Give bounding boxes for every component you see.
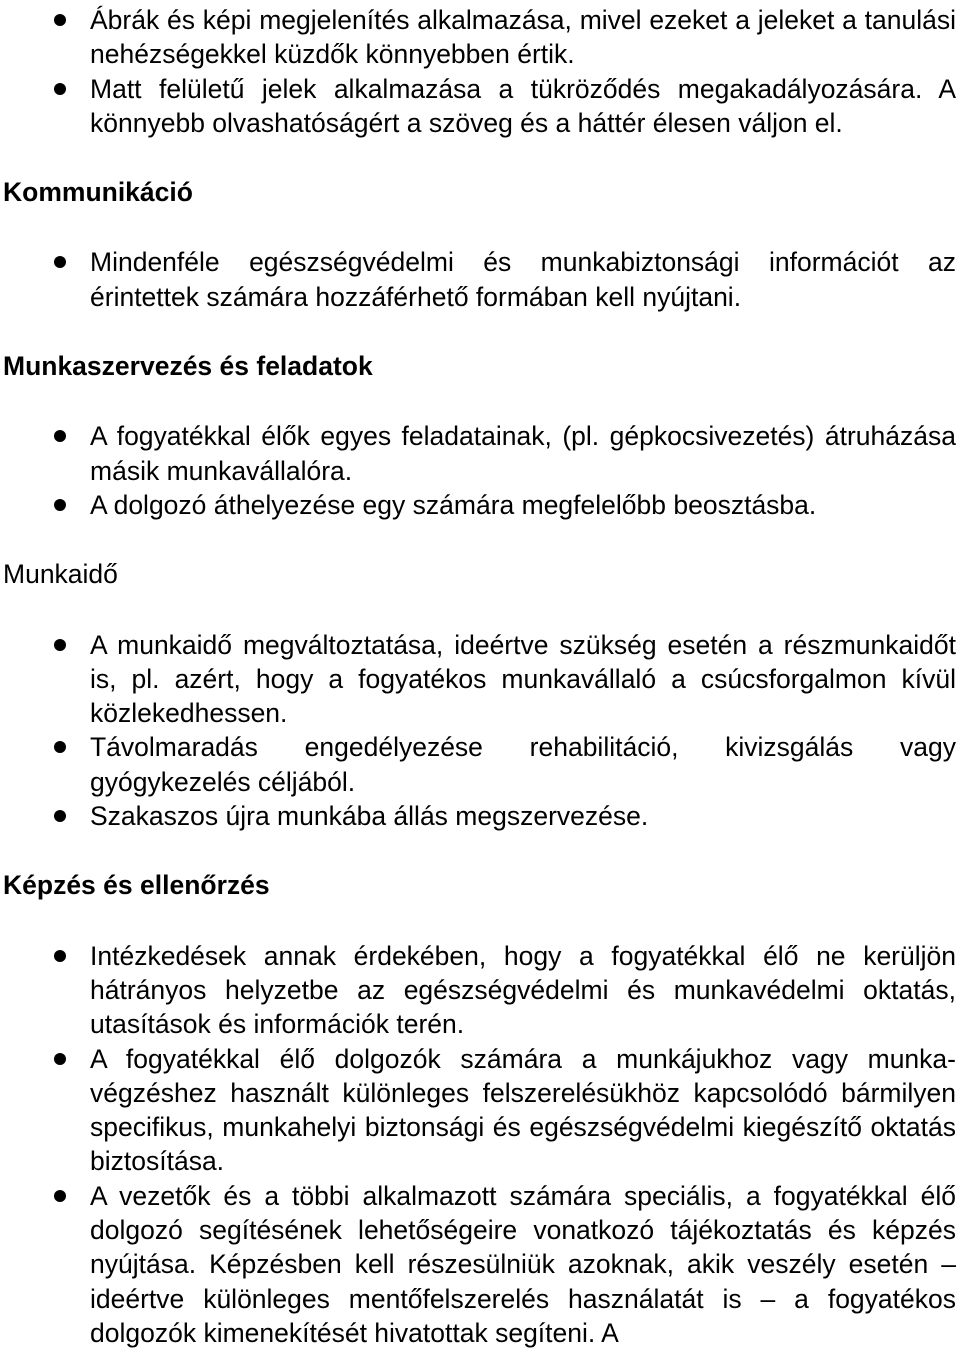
bullet-icon [54,256,66,268]
section-heading-kepzes: Képzés és ellenőrzés [3,870,270,901]
section-list-kommunikacio [0,245,960,314]
bullet-icon [54,430,66,442]
section-heading-munkaszervezes: Munkaszervezés és feladatok [3,351,373,382]
section-heading-munkaido: Munkaidő [3,559,118,590]
bullet-icon [54,810,66,822]
list-item [0,72,956,141]
section-list-munkaido [0,628,960,834]
list-item-text: Ábrák és képi megjelenítés alkalmazása, mivel ezeket a jeleket a tanulási nehézségekkel küzdők könnyebben értik. [90,5,956,70]
bullet-icon [54,83,66,95]
list-item-text: Matt felületű jelek alkalmazása a tükröződés megakadályozására. A könnyebb olvashatóságért a szöveg és a háttér élesen váljon el. [90,73,956,138]
section-list-munkaszervezes [0,419,960,522]
list-item [0,799,956,833]
list-item-text: A dolgozó áthelyezése egy számára megfelelőbb beosztásba. [90,489,817,520]
list-item-text: Távolmaradás engedélyezése rehabilitáció, kivizsgálás vagy gyógykezelés céljából. [90,732,956,797]
list-item [0,730,956,799]
list-item [0,628,956,731]
list-item [0,419,956,488]
list-item-text: A fogyatékkal élők egyes feladatainak, (pl. gépkocsivezetés) átruházása másik munkavállalóra. [90,421,956,486]
bullet-icon [54,639,66,651]
list-item-text: Intézkedések annak érdekében, hogy a fogyatékkal élő ne kerüljön hátrányos helyzetbe az egészségvédelmi és munkavédelmi oktatás, utasítások és információk terén. [90,940,956,1040]
bullet-icon [54,14,66,26]
list-item-text: A vezetők és a többi alkalmazott számára speciális, a fogyatékkal élő dolgozó segítésének lehetőségeire vonatkozó tájékoztatás és képzés nyújtása. Képzésben kell részesülniük azoknak, akik veszély esetén – ideértve különleges mentőfelszerelés használatát is – a fogyatékos dolgozók kimenekítését hivatottak segíteni. A [90,1180,956,1348]
bullet-icon [54,499,66,511]
bullet-icon [54,1053,66,1065]
list-item [0,3,956,72]
list-item [0,488,956,522]
list-item [0,1179,956,1350]
top-bullet-list [0,3,960,140]
section-heading-kommunikacio: Kommunikáció [3,177,193,208]
list-item-text: A fogyatékkal élő dolgozók számára a munkájukhoz vagy munkavégzéshez használt különleges felszerelésükhöz kapcsolódó bármilyen specifikus, munkahelyi biztonsági és egészségvédelmi kiegészítő oktatás biztosítása. [90,1043,956,1177]
list-item-text: A munkaidő megváltoztatása, ideértve szükség esetén a részmunkaidőt is, pl. azért, hogy a fogyatékos munkavállaló a csúcsforgalmon kívül közlekedhessen. [90,629,956,729]
bullet-icon [54,741,66,753]
list-item [0,1042,956,1179]
bullet-icon [54,950,66,962]
list-item [0,939,956,1042]
section-list-kepzes [0,939,960,1351]
list-item [0,245,956,314]
bullet-icon [54,1190,66,1202]
list-item-text: Szakaszos újra munkába állás megszervezése. [90,801,649,832]
list-item-text: Mindenféle egészségvédelmi és munkabiztonsági információt az érintettek számára hozzáférhető formában kell nyújtani. [90,247,956,312]
